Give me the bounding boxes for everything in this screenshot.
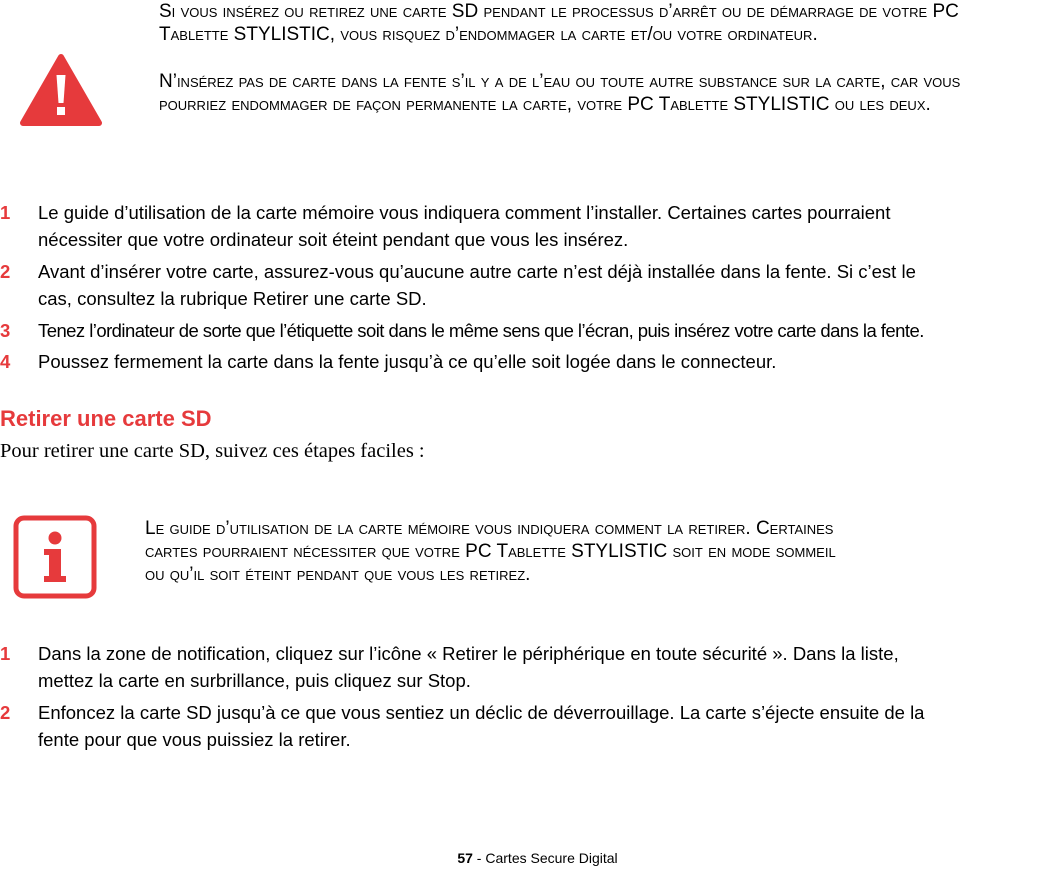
- step-number: 2: [0, 702, 11, 723]
- insert-step-2: [0, 258, 1045, 312]
- section-heading: Retirer une carte SD: [0, 406, 212, 431]
- insert-step-4: [0, 348, 1045, 375]
- warning-callout-text: [159, 0, 1029, 140]
- step-text: Le guide d’utilisation de la carte mémoire vous indiquera comment l’installer. Certaines cartes pourraient nécessiter que votre ordinateur soit éteint pendant que vous les insérez.: [38, 202, 891, 250]
- footer-title: Cartes Secure Digital: [485, 850, 618, 866]
- info-icon: [13, 515, 97, 599]
- step-text: Avant d’insérer votre carte, assurez-vous qu’aucune autre carte n’est déjà installée dans la fente. Si c’est le cas, consultez la rubrique Retirer une carte SD.: [38, 261, 916, 309]
- remove-step-1: [0, 640, 1045, 694]
- warning-triangle-icon: [20, 53, 102, 127]
- step-number: 3: [0, 320, 11, 341]
- step-number: 1: [0, 202, 11, 223]
- step-number: 2: [0, 261, 11, 282]
- step-text: Tenez l’ordinateur de sorte que l’étiquette soit dans le même sens que l’écran, puis insérez votre carte dans la fente.: [38, 320, 924, 341]
- insert-step-3: [0, 317, 1045, 344]
- note-callout-text: [145, 517, 1025, 586]
- note-line-3: ou qu’il soit éteint pendant que vous les retirez.: [145, 564, 531, 585]
- page-number: 57: [457, 850, 473, 866]
- section-intro: Pour retirer une carte SD, suivez ces étapes faciles :: [0, 440, 425, 462]
- step-text: Poussez fermement la carte dans la fente jusqu’à ce qu’elle soit logée dans le connecteur.: [38, 351, 777, 372]
- step-number: 1: [0, 643, 11, 664]
- warning-paragraph-2: N’insérez pas de carte dans la fente s’il y a de l’eau ou toute autre substance sur la carte, car vous pourriez endommager de façon permanente la carte, votre PC Tablette STYLISTIC ou les deux.: [159, 71, 961, 115]
- step-text: Dans la zone de notification, cliquez sur l’icône « Retirer le périphérique en toute sécurité ». Dans la liste, mettez la carte en surbrillance, puis cliquez sur Stop.: [38, 643, 899, 691]
- note-line-2: cartes pourraient nécessiter que votre PC Tablette STYLISTIC soit en mode sommeil: [145, 541, 836, 562]
- insert-step-1: [0, 199, 1045, 253]
- page-footer: [0, 849, 1045, 867]
- footer-separator: -: [472, 850, 486, 866]
- step-number: 4: [0, 351, 11, 372]
- warning-paragraph-1: Si vous insérez ou retirez une carte SD pendant le processus d’arrêt ou de démarrage de votre PC Tablette STYLISTIC, vous risquez d’endommager la carte et/ou votre ordinateur.: [159, 1, 959, 45]
- note-line-1: Le guide d’utilisation de la carte mémoire vous indiquera comment la retirer. Certaines: [145, 518, 834, 539]
- step-text: Enfoncez la carte SD jusqu’à ce que vous sentiez un déclic de déverrouillage. La carte s’éjecte ensuite de la fente pour que vous puissiez la retirer.: [38, 702, 925, 750]
- remove-step-2: [0, 699, 1045, 753]
